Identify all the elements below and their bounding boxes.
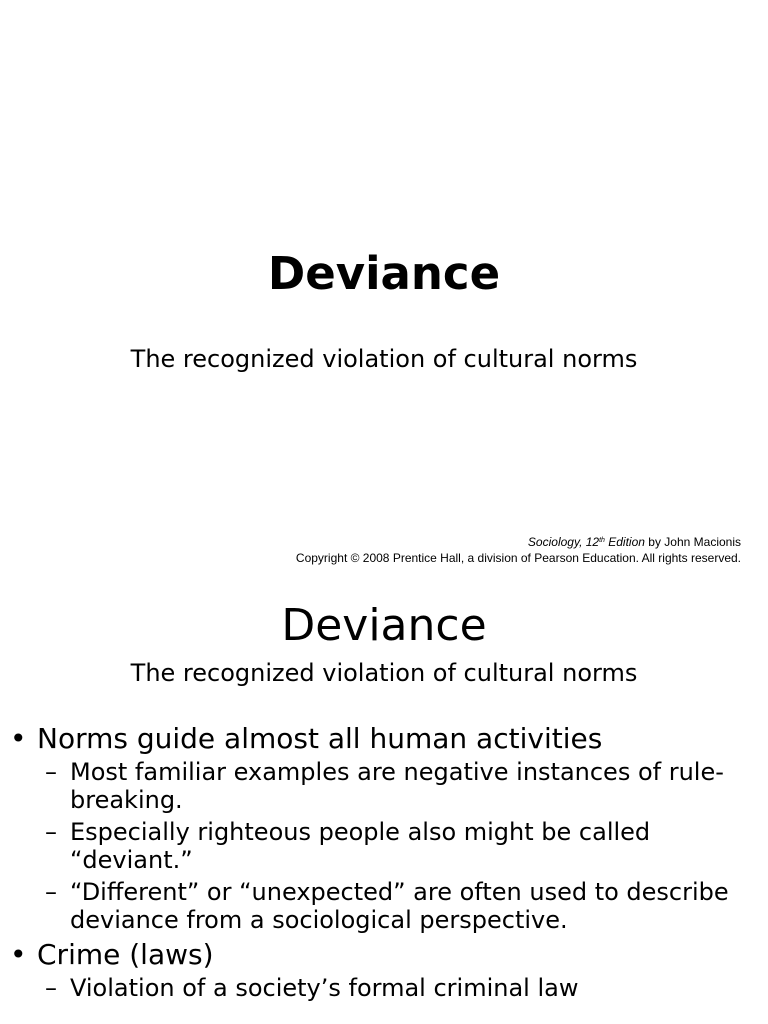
sub-bullet-item — [45, 878, 750, 934]
author: by John Macionis — [644, 535, 741, 549]
bullet-item — [10, 938, 750, 972]
sub-bullet-item — [45, 974, 750, 1002]
bullet-dot-icon: • — [10, 938, 27, 971]
sub-bullet-item — [45, 758, 750, 814]
edition-word: Edition — [604, 535, 645, 549]
book-title: Sociology, 12 — [527, 535, 600, 549]
dash-icon: – — [45, 974, 57, 1002]
copyright-footer — [296, 533, 741, 566]
slide-title: Deviance — [281, 600, 487, 651]
bullet-text: Crime (laws) — [37, 938, 214, 971]
sub-bullet-text: Especially righteous people also might be called “deviant.” — [70, 818, 651, 874]
bullet-list — [10, 722, 750, 1002]
sub-bullet-item — [45, 818, 750, 874]
dash-icon: – — [45, 758, 57, 786]
sub-bullet-text: “Different” or “unexpected” are often used to describe deviance from a sociological perspective. — [70, 878, 729, 934]
slide-subtitle: The recognized violation of cultural norms — [130, 345, 638, 373]
dash-icon: – — [45, 878, 57, 906]
copyright-line: Copyright © 2008 Prentice Hall, a division of Pearson Education. All rights reserved. — [295, 551, 741, 565]
bullet-dot-icon: • — [10, 722, 27, 755]
sub-bullet-text: Most familiar examples are negative instances of rule-breaking. — [70, 758, 724, 814]
slide-title: Deviance — [267, 247, 501, 300]
bullet-text: Norms guide almost all human activities — [37, 722, 603, 755]
sub-bullet-text: Violation of a society’s formal criminal law — [70, 974, 579, 1002]
slide-subtitle: The recognized violation of cultural norms — [130, 659, 638, 687]
book-credit — [296, 533, 741, 550]
dash-icon: – — [45, 818, 57, 846]
edition-superscript: th — [599, 537, 605, 544]
bullet-item — [10, 722, 750, 756]
